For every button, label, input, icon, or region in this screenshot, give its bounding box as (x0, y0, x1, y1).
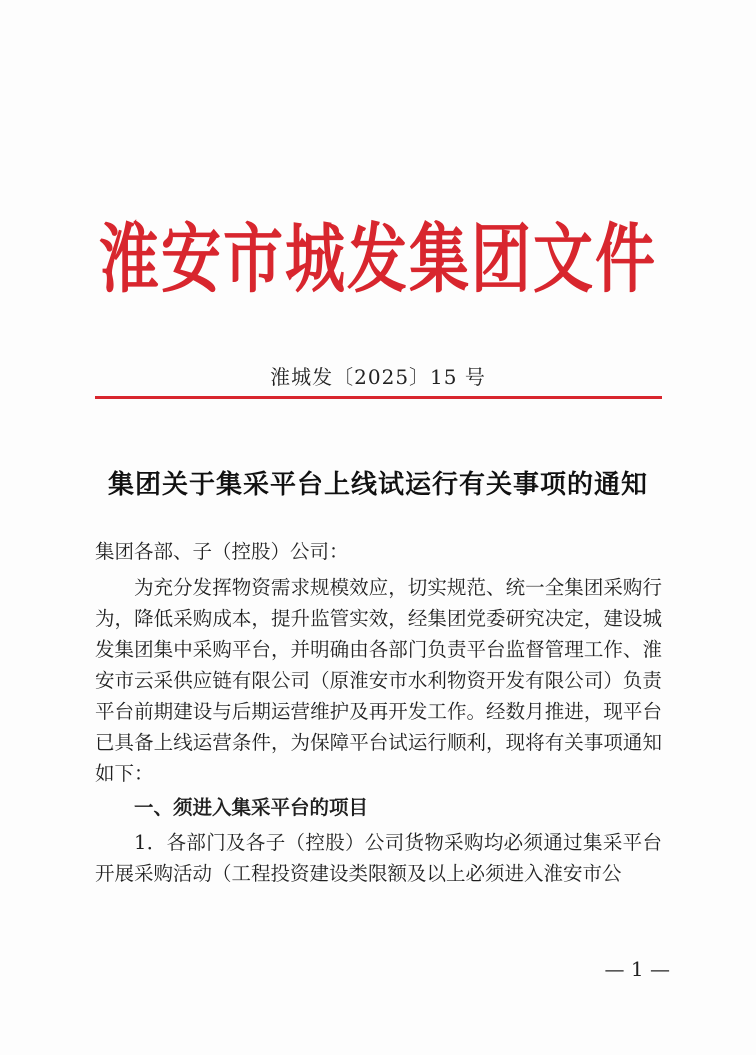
document-number: 淮城发〔2025〕15 号 (270, 365, 486, 389)
section-heading: 一、须进入集采平台的项目 (134, 796, 369, 819)
addressee-line: 集团各部、子（控股）公司： (95, 540, 349, 563)
document-title: 集团关于集采平台上线试运行有关事项的通知 (107, 470, 648, 500)
page-number: — 1 — (604, 957, 670, 981)
document-body (95, 536, 662, 889)
document-masthead: 淮安市城发集团文件 (99, 216, 657, 304)
list-item: 1．各部门及各子（控股）公司货物采购均必须通过集采平台开展采购活动（工程投资建设类限额及以上必须进入淮安市公 (95, 831, 662, 885)
red-separator-line (95, 396, 662, 399)
intro-paragraph: 为充分发挥物资需求规模效应，切实规范、统一全集团采购行为，降低采购成本，提升监管实效，经集团党委研究决定，建设城发集团集中采购平台，并明确由各部门负责平台监督管理工作、淮安市云采供应链有限公司（原淮安市水利物资开发有限公司）负责平台前期建设与后期运营维护及再开发工作。经数月推进，现平台已具备上线运营条件，为保障平台试运行顺利，现将有关事项通知如下： (95, 576, 662, 785)
